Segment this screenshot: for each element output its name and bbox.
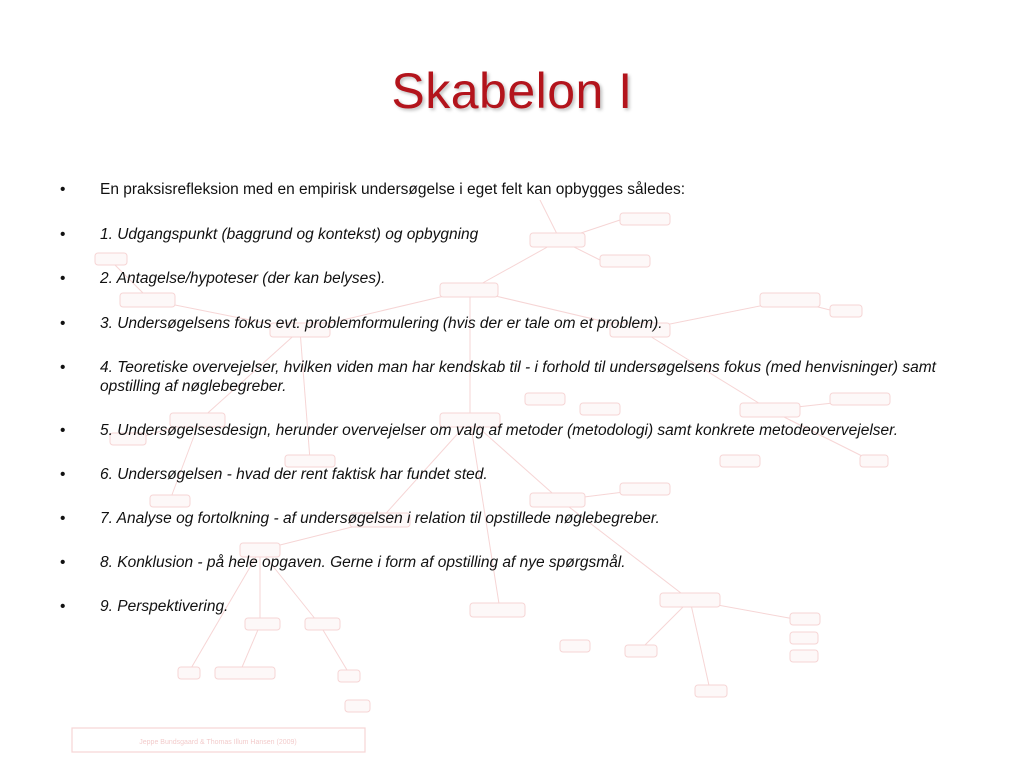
bullet-icon: • (60, 422, 66, 439)
intro-text: En praksisrefleksion med en empirisk undersøgelse i eget felt kan opbygges således: (100, 181, 686, 198)
step-8-text: 8. Konklusion - på hele opgaven. Gerne i form af opstilling af nye spørgsmål. (100, 554, 626, 571)
list-item (60, 509, 970, 528)
list-item (60, 465, 970, 484)
list-item (60, 269, 970, 288)
list-item (60, 421, 970, 440)
step-9-text: 9. Perspektivering. (100, 598, 229, 615)
bullet-icon: • (60, 359, 66, 376)
step-7-text: 7. Analyse og fortolkning - af undersøgelsen i relation til opstillede nøglebegreber. (100, 510, 660, 527)
list-item (60, 180, 970, 199)
step-3-text: 3. Undersøgelsens fokus evt. problemformulering (hvis der er tale om et problem). (100, 315, 663, 332)
list-item (60, 314, 970, 333)
step-6-text: 6. Undersøgelsen - hvad der rent faktisk har fundet sted. (100, 466, 488, 483)
bullet-list (60, 180, 970, 616)
bullet-icon: • (60, 510, 66, 527)
step-2-text: 2. Antagelse/hypoteser (der kan belyses). (100, 270, 386, 287)
list-item (60, 597, 970, 616)
list-item (60, 358, 970, 396)
bullet-icon: • (60, 598, 66, 615)
bullet-icon: • (60, 554, 66, 571)
bullet-icon: • (60, 226, 66, 243)
watermark-footer-text: Jeppe Bundsgaard & Thomas Illum Hansen (2009) (139, 739, 297, 746)
bullet-icon: • (60, 181, 66, 198)
bullet-icon: • (60, 466, 66, 483)
step-4-text: 4. Teoretiske overvejelser, hvilken viden man har kendskab til - i forhold til undersøgelsens fokus (med henvisninger) samt opstilling af nøglebegreber. (100, 359, 936, 395)
list-item (60, 225, 970, 244)
bullet-icon: • (60, 270, 66, 287)
step-5-text: 5. Undersøgelsesdesign, herunder overvejelser om valg af metoder (metodologi) samt konkrete metodeovervejelser. (100, 422, 899, 439)
step-1-text: 1. Udgangspunkt (baggrund og kontekst) og opbygning (100, 226, 479, 243)
list-item (60, 553, 970, 572)
bullet-icon: • (60, 315, 66, 332)
slide-title: Skabelon I (391, 63, 633, 119)
